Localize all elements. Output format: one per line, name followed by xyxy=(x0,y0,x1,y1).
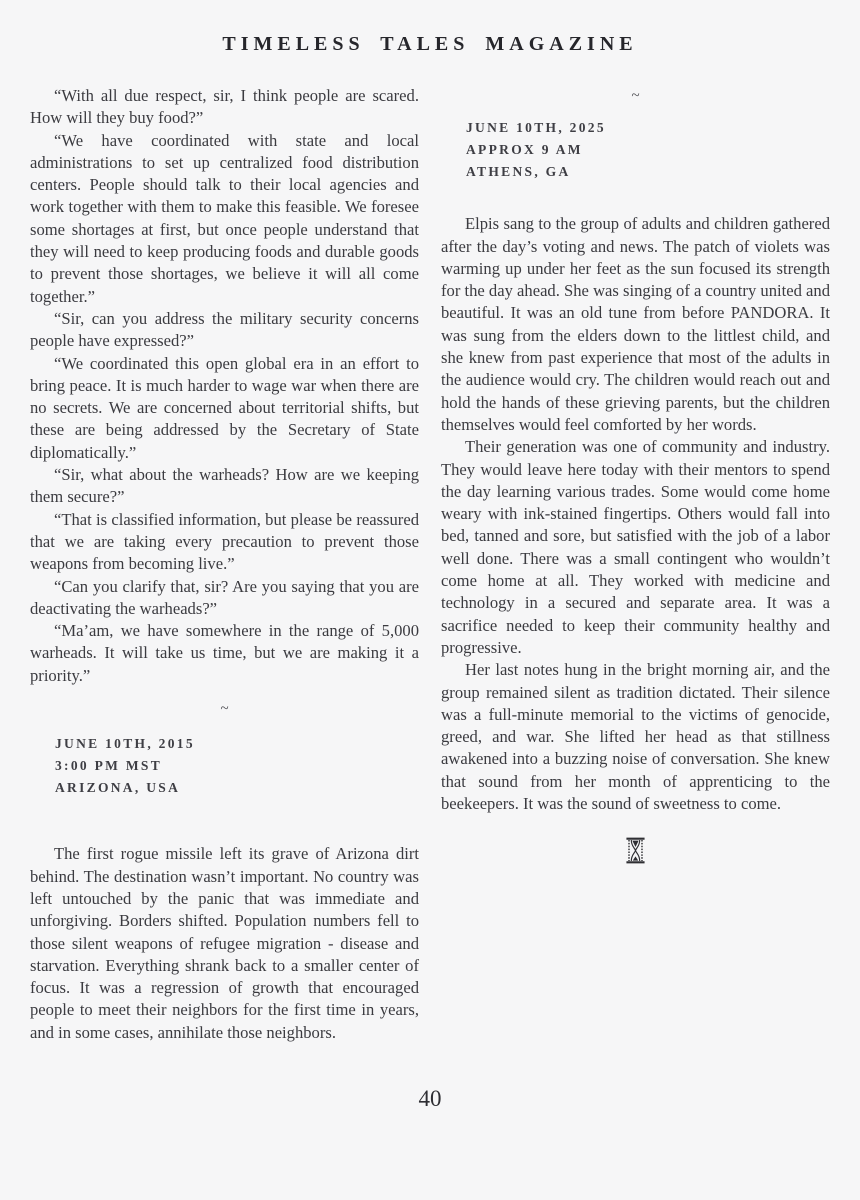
left-column xyxy=(30,85,419,1044)
dialogue-paragraph: “Ma’am, we have somewhere in the range of 5,000 warheads. It will take us time, but we are making it a priority.” xyxy=(30,621,419,685)
magazine-title: TIMELESS TALES MAGAZINE xyxy=(222,33,638,55)
story-paragraph: Her last notes hung in the bright morning air, and the group remained silent as tradition dictated. Their silence was a full-minute memorial to the victims of genocide, greed, and war. She lifted her head as that stillness awakened into a buzzing noise of conversation. She knew that sound from her month of apprenticing to the beekeepers. It was the sound of sweetness to come. xyxy=(441,660,830,814)
hourglass-icon xyxy=(625,840,646,859)
right-column xyxy=(441,85,830,1044)
story-paragraph: Elpis sang to the group of adults and children gathered after the day’s voting and news. The patch of violets was warming up under her feet as the sun focused its strength for the day ahead. She was singing of a country united and beautiful. It was an old tune from before PANDORA. It was sung from the elders down to the littlest child, and she knew from past experience that most of the adults in the audience would cry. The children would reach out and hold the hands of these grieving parents, but the children themselves would feel comforted by her words. xyxy=(441,214,830,434)
dateline-location: ARIZONA, USA xyxy=(55,780,181,796)
dateline-location: ATHENS, GA xyxy=(466,164,571,180)
dialogue-paragraph: “Sir, what about the warheads? How are we keeping them secure?” xyxy=(30,465,419,507)
dateline-date: JUNE 10TH, 2015 xyxy=(55,736,195,752)
dateline-date: JUNE 10TH, 2025 xyxy=(466,120,606,136)
section-separator-tilde: ~ xyxy=(220,701,229,718)
dateline-time: 3:00 PM MST xyxy=(55,758,163,774)
story-paragraph: The first rogue missile left its grave of Arizona dirt behind. The destination wasn’t important. No country was left untouched by the panic that was immediate and unforgiving. Borders shifted. Population numbers fell to those silent weapons of refugee migration - disease and starvation. Everything shrank back to a smaller center of focus. It was a regression of growth that encouraged people to meet their neighbors for the first time in years, and in some cases, annihilate those neighbors. xyxy=(30,844,419,1042)
story-paragraph: Their generation was one of community and industry. They would leave here today with their mentors to spend the day learning various trades. Some would come home weary with ink-stained fingertips. Others would fall into bed, tanned and sore, but satisfied with the job of a labor well done. There was a small contingent who wouldn’t come home at all. They worked with medicine and technology in a secured and separate area. It was a sacrifice needed to keep their community healthy and progressive. xyxy=(441,437,830,657)
dateline-arizona xyxy=(55,733,419,799)
dialogue-paragraph: “Can you clarify that, sir? Are you saying that you are deactivating the warheads?” xyxy=(30,576,419,618)
dialogue-paragraph: “We coordinated this open global era in an effort to bring peace. It is much harder to wage war when there are no secrets. We are concerned about territorial shifts, but these are being addressed by the Secretary of State diplomatically.” xyxy=(30,353,419,462)
page-body xyxy=(30,85,830,1044)
section-separator-tilde: ~ xyxy=(631,88,640,104)
page-number: 40 xyxy=(418,1086,442,1111)
dialogue-paragraph: “Sir, can you address the military security concerns people have expressed?” xyxy=(30,308,419,351)
dialogue-paragraph: “We have coordinated with state and local administrations to set up centralized food distribution centers. People should talk to their local agencies and work together with them to make this feasible. We foresee some shortages at first, but once people understand that they will need to keep producing foods and durable goods to prevent those shortages, we believe it will all come together.” xyxy=(30,130,419,306)
dialogue-paragraph: “That is classified information, but please be reassured that we are taking every precaution to prevent those weapons from becoming live.” xyxy=(30,509,419,574)
dateline-athens xyxy=(466,117,830,183)
dialogue-paragraph: “With all due respect, sir, I think people are scared. How will they buy food?” xyxy=(30,86,419,128)
story-end-mark xyxy=(441,837,830,864)
dateline-time: APPROX 9 AM xyxy=(466,142,583,158)
